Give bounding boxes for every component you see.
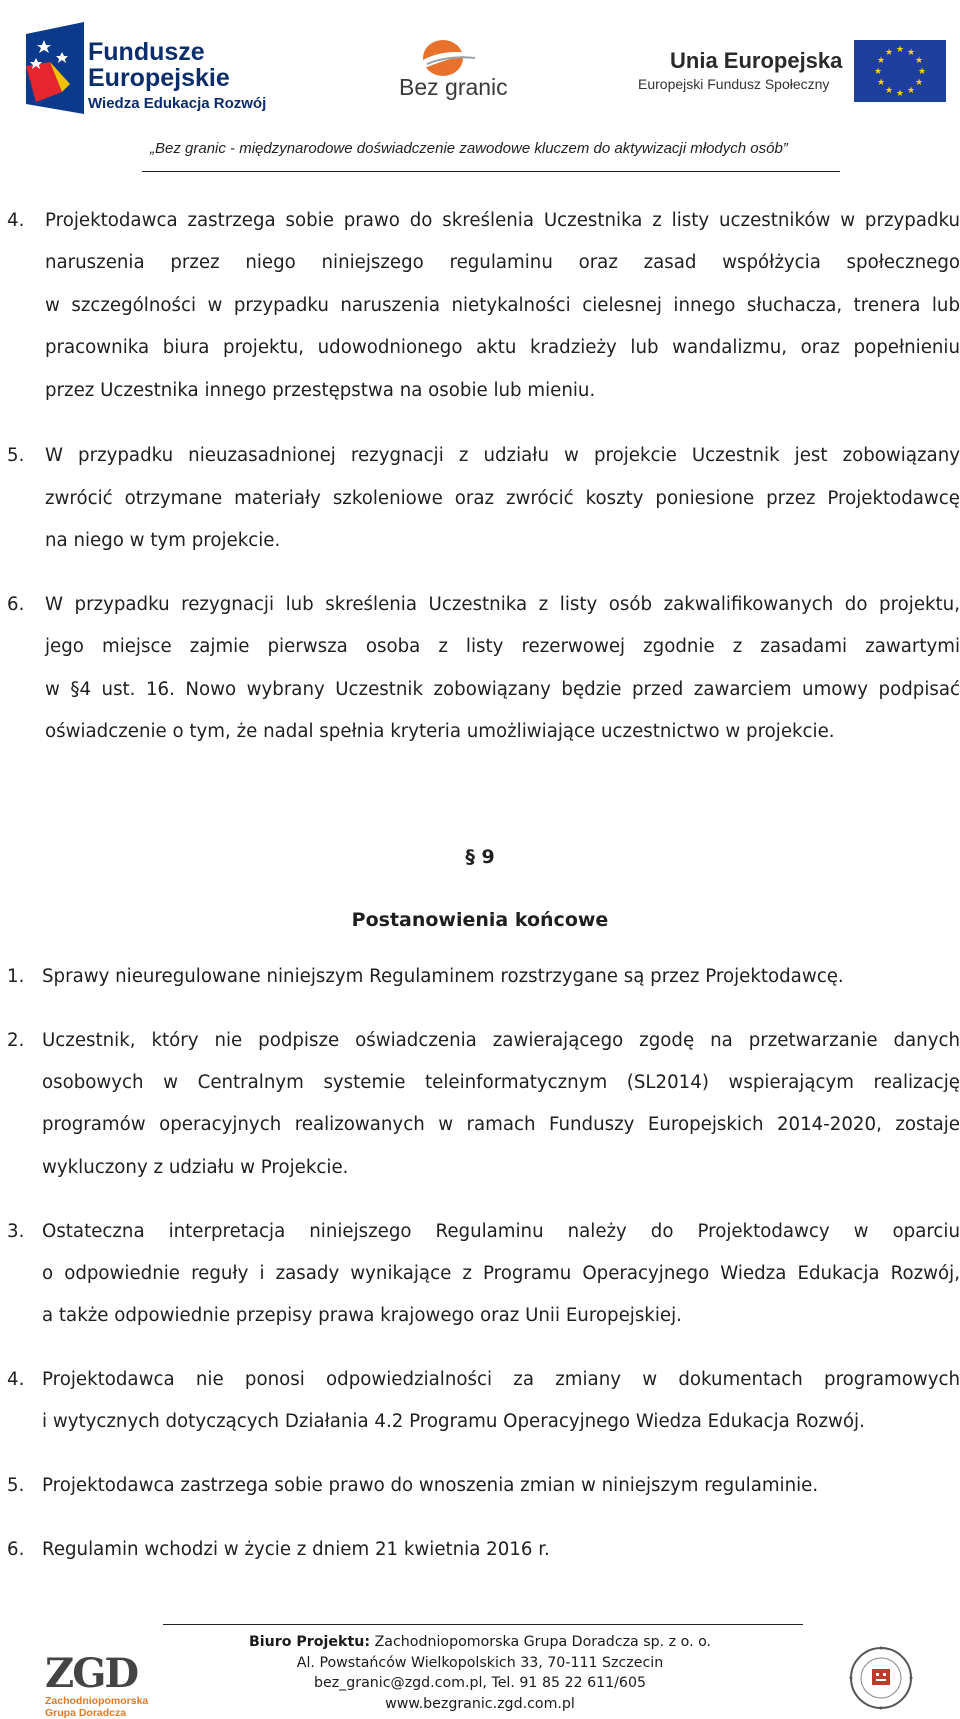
item-line: pracownika biura projektu, udowodnionego aktu kradzieży lub wandalizmu, oraz popełnieniu (45, 337, 960, 358)
item-number: 6. (7, 594, 25, 615)
footer-divider (163, 1624, 803, 1625)
fe-flag-icon (22, 22, 84, 114)
item-line: programów operacyjnych realizowanych w ramach Funduszy Europejskich 2014-2020, zostaje (42, 1114, 960, 1135)
item-line: Projektodawca nie ponosi odpowiedzialności za zmiany w dokumentach programowych (42, 1369, 960, 1390)
item-number: 6. (7, 1539, 25, 1560)
item-line: W przypadku nieuzasadnionej rezygnacji z udziału w projekcie Uczestnik jest zobowiązany (45, 445, 960, 466)
zgd-logo-sub2: Grupa Doradcza (45, 1707, 127, 1719)
item-line: a także odpowiednie przepisy prawa krajowego oraz Unii Europejskiej. (42, 1305, 682, 1326)
item-line: Projektodawca zastrzega sobie prawo do skreślenia Uczestnika z listy uczestników w przypadku (45, 210, 960, 231)
item-line: i wytycznych dotyczących Działania 4.2 Programu Operacyjnego Wiedza Edukacja Rozwój. (42, 1411, 865, 1432)
svg-text:★: ★ (917, 67, 927, 77)
svg-text:★: ★ (914, 56, 924, 66)
fe-logo-line1: Fundusze (88, 38, 205, 66)
bez-granic-logo (395, 38, 508, 108)
zgd-logo-text: ZGD (45, 1650, 138, 1697)
eu-flag-icon (854, 40, 946, 102)
svg-text:★: ★ (906, 48, 916, 58)
item-number: 1. (7, 966, 25, 987)
svg-text:★: ★ (906, 86, 916, 96)
item-line: oświadczenie o tym, że nadal spełnia kryteria umożliwiające uczestnictwo w projekcie. (45, 721, 835, 742)
item-line: Uczestnik, który nie podpisze oświadczenia zawierającego zgodę na przetwarzanie danych (42, 1030, 960, 1051)
svg-text:★: ★ (895, 89, 905, 99)
item-line: na niego w tym projekcie. (45, 530, 281, 551)
item-line: Sprawy nieuregulowane niniejszym Regulaminem rozstrzygane są przez Projektodawcę. (42, 966, 844, 987)
item-line: Projektodawca zastrzega sobie prawo do wnoszenia zmian w niniejszym regulaminie. (42, 1475, 819, 1496)
item-line: W przypadku rezygnacji lub skreślenia Uczestnika z listy osób zakwalifikowanych do projektu, (45, 594, 960, 615)
item-number: 5. (7, 445, 25, 466)
item-line: w §4 ust. 16. Nowo wybrany Uczestnik zobowiązany będzie przed zawarciem umowy podpisać (45, 679, 960, 700)
fe-logo-line3: Wiedza Edukacja Rozwój (88, 95, 267, 112)
footer-office-line (240, 1632, 720, 1653)
item-line: o odpowiednie reguły i zasady wynikające z Programu Operacyjnego Wiedza Edukacja Rozwój, (42, 1263, 960, 1284)
project-tagline: „Bez granic - międzynarodowe doświadczenie zawodowe kluczem do aktywizacji młodych osób” (150, 140, 788, 157)
svg-text:★: ★ (895, 45, 905, 55)
item-line: Regulamin wchodzi w życie z dniem 21 kwietnia 2016 r. (42, 1539, 550, 1560)
footer-address: Al. Powstańców Wielkopolskich 33, 70-111 Szczecin (296, 1654, 664, 1671)
item-line: jego miejsce zajmie pierwsza osoba z listy rezerwowej zgodnie z zasadami zawartymi (45, 636, 960, 657)
item-line: zwrócić otrzymane materiały szkoleniowe oraz zwrócić koszty poniesione przez Projektodawcę (45, 488, 960, 509)
item-line: przez Uczestnika innego przestępstwa na osobie lub mieniu. (45, 380, 596, 401)
item-number: 4. (7, 1369, 25, 1390)
svg-text:★: ★ (876, 78, 886, 88)
fundusze-europejskie-logo (22, 22, 272, 122)
zgd-logo-sub1: Zachodniopomorska (45, 1695, 149, 1707)
svg-text:★: ★ (873, 67, 883, 77)
footer-contact (240, 1632, 720, 1714)
item-line: osobowych w Centralnym systemie teleinformatycznym (SL2014) wspierającym realizację (42, 1072, 960, 1093)
eu-logo-line1: Unia Europejska (670, 48, 843, 73)
item-number: 2. (7, 1030, 25, 1051)
item-line: wykluczony z udziału w Projekcie. (42, 1157, 349, 1178)
footer-contact-line: bez_granic@zgd.com.pl, Tel. 91 85 22 611/605 (313, 1675, 647, 1691)
page-header (0, 0, 960, 175)
bez-granic-emblem-icon (417, 38, 477, 78)
section-number: § 9 (465, 846, 495, 868)
footer-office-label: Biuro Projektu: (248, 1634, 371, 1650)
svg-text:★: ★ (914, 78, 924, 88)
item-line: w szczególności w przypadku naruszenia nietykalności cielesnej innego słuchacza, trenera lub (45, 295, 960, 316)
eu-logo-line2: Europejski Fundusz Społeczny (638, 76, 830, 92)
item-number: 4. (7, 210, 25, 231)
item-line: naruszenia przez niego niniejszego regulaminu oraz zasad współżycia społecznego (45, 252, 960, 273)
unia-europejska-logo (638, 40, 948, 105)
item-number: 3. (7, 1221, 25, 1242)
bez-granic-logo-text: Bez granic (399, 74, 508, 100)
fe-logo-line2: Europejskie (88, 64, 230, 92)
item-line: Ostateczna interpretacja niniejszego Regulaminu należy do Projektodawcy w oparciu (42, 1221, 960, 1242)
section-title: Postanowienia końcowe (351, 909, 609, 931)
svg-text:★: ★ (884, 86, 894, 96)
item-number: 5. (7, 1475, 25, 1496)
footer-website-link[interactable]: www.bezgranic.zgd.com.pl (385, 1695, 575, 1712)
footer-office-name: Zachodniopomorska Grupa Doradcza sp. z o. o. (374, 1634, 712, 1650)
header-divider (142, 171, 840, 172)
integration-centre-seal-icon (845, 1645, 917, 1711)
svg-text:★: ★ (884, 48, 894, 58)
svg-text:★: ★ (876, 56, 886, 66)
zgd-logo (45, 1650, 149, 1719)
